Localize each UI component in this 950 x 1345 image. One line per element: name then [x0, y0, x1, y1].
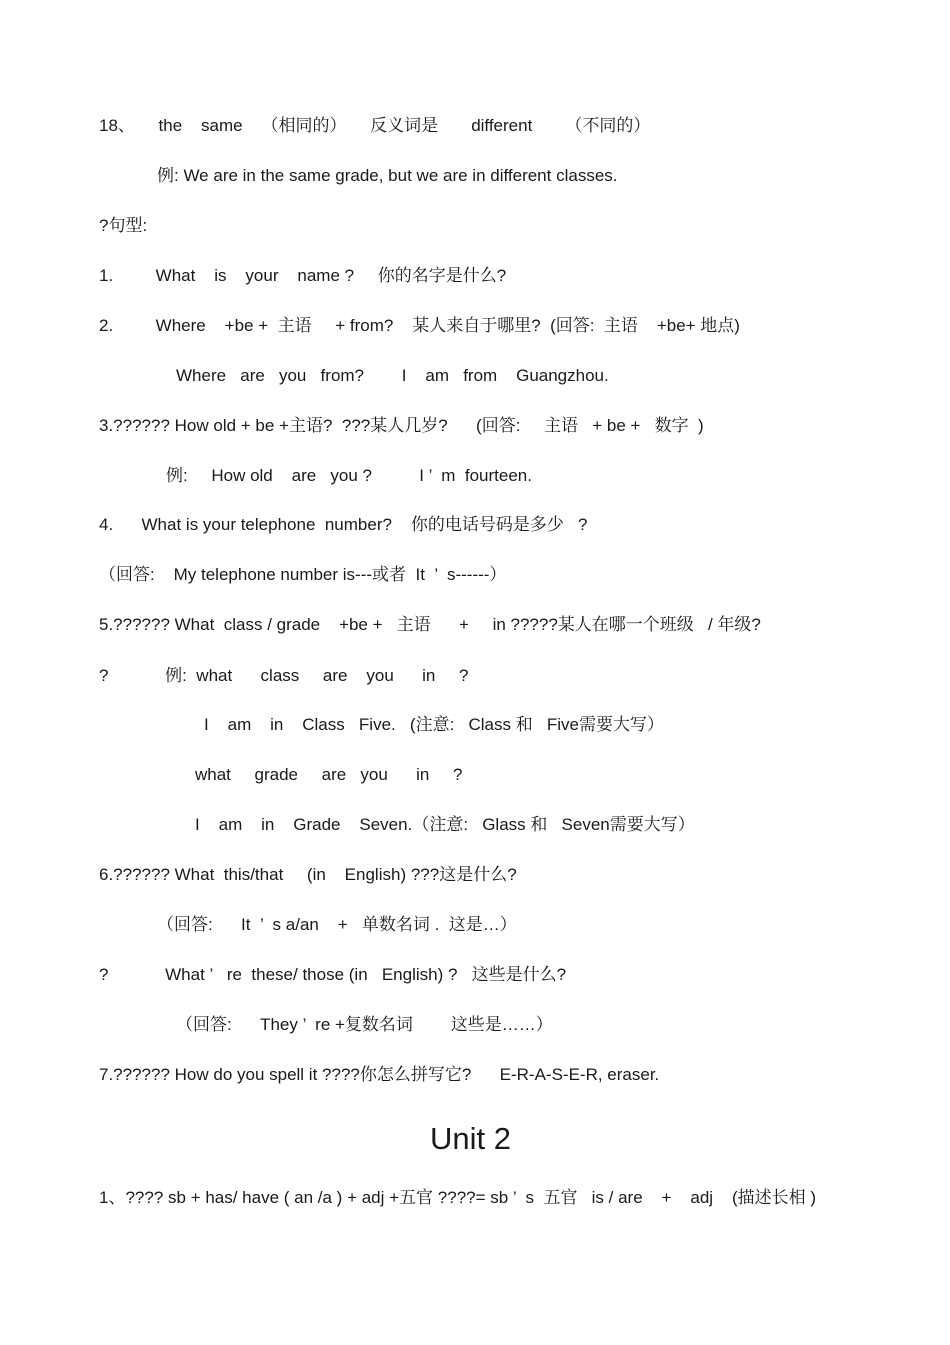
line-what-these-those: ? What ’ re these/ those (in English) ? 这些是什么?	[99, 965, 567, 984]
unit-2-heading: Unit 2	[430, 1121, 511, 1156]
line-7-how-do-you-spell: 7.?????? How do you spell it ????你怎么拼写它? E-R-A-S-E-R, eraser.	[99, 1065, 660, 1084]
line-these-those-answer: （回答: They ’ re +复数名词 这些是……）	[176, 1015, 553, 1034]
line-2-where-from: 2. Where +be + 主语 + from? 某人来自于哪里? (回答: 主语 +be+ 地点)	[99, 316, 740, 335]
line-telephone-answer: （回答: My telephone number is---或者 It ’ s------）	[99, 565, 507, 584]
line-class-five-answer: I am in Class Five. (注意: Class 和 Five需要大写）	[204, 715, 665, 734]
line-what-class-example: ? 例: what class are you in ?	[99, 666, 469, 685]
line-how-old-example: 例: How old are you ? I ’ m fourteen.	[166, 466, 532, 485]
line-where-are-you-from-example: Where are you from? I am from Guangzhou.	[176, 366, 609, 385]
line-this-that-answer: （回答: It ’ s a/an + 单数名词 . 这是…）	[157, 915, 517, 934]
line-18-same-different: 18、 the same （相同的） 反义词是 different （不同的）	[99, 116, 651, 135]
line-6-what-this-that: 6.?????? What this/that (in English) ???这是什么?	[99, 865, 517, 884]
line-example-same-grade: 例: We are in the same grade, but we are in different classes.	[157, 166, 618, 185]
line-sentence-patterns: ?句型:	[99, 216, 148, 235]
line-5-what-class-grade: 5.?????? What class / grade +be + 主语 + in ?????某人在哪一个班级 / 年级?	[99, 615, 761, 634]
line-unit2-1-appearance: 1、???? sb + has/ have ( an /a ) + adj +五官 ????= sb ’ s 五官 is / are + adj (描述长相 )	[99, 1188, 816, 1207]
line-3-how-old: 3.?????? How old + be +主语? ???某人几岁? (回答: 主语 + be + 数字 )	[99, 416, 704, 435]
line-grade-seven-answer: I am in Grade Seven.（注意: Glass 和 Seven需要大写）	[195, 815, 695, 834]
line-1-what-is-your-name: 1. What is your name ? 你的名字是什么?	[99, 266, 507, 285]
line-what-grade-example: what grade are you in ?	[195, 765, 463, 784]
line-4-telephone-number: 4. What is your telephone number? 你的电话号码是多少 ?	[99, 515, 588, 534]
